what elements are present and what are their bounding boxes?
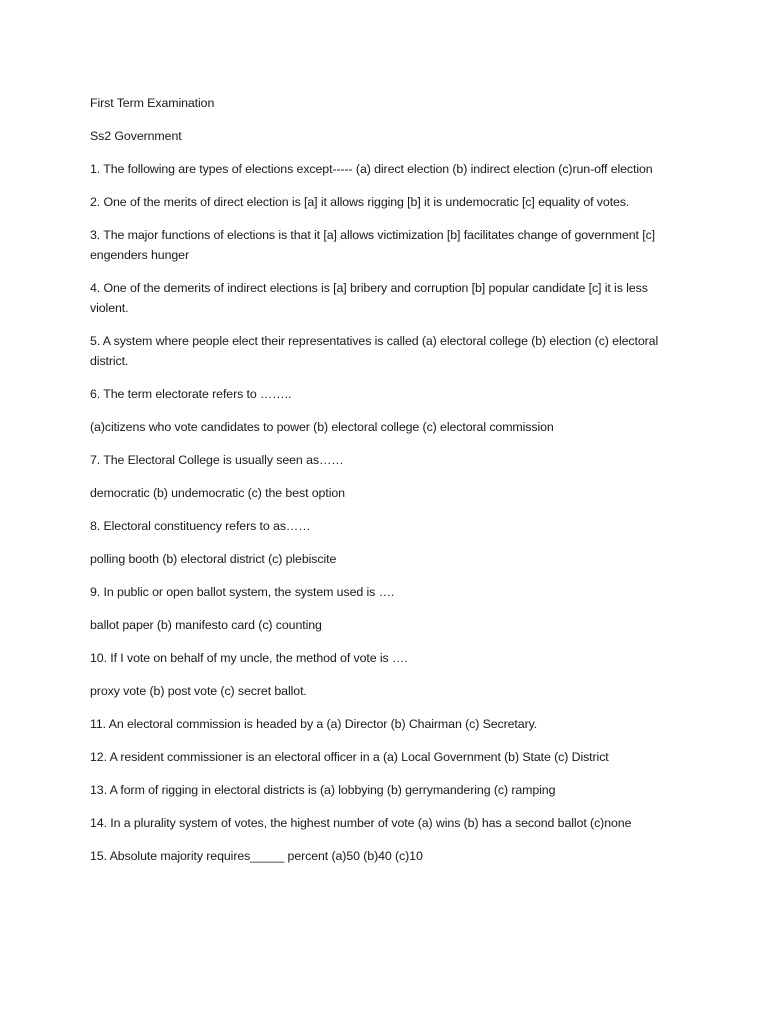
question-10-options: proxy vote (b) post vote (c) secret ballot. [90,684,307,698]
question-8-options: polling booth (b) electoral district (c) plebiscite [90,552,337,566]
question-9: 9. In public or open ballot system, the system used is …. [90,585,395,599]
exam-subject: Ss2 Government [90,129,182,143]
question-12: 12. A resident commissioner is an electoral officer in a (a) Local Government (b) State (c) District [90,750,609,764]
question-14: 14. In a plurality system of votes, the highest number of vote (a) wins (b) has a second ballot (c)none [90,816,632,830]
question-6-options: (a)citizens who vote candidates to power (b) electoral college (c) electoral commission [90,420,554,434]
exam-title: First Term Examination [90,96,215,110]
question-7: 7. The Electoral College is usually seen as…… [90,453,344,467]
question-3: 3. The major functions of elections is that it [a] allows victimization [b] facilitates change of government [c] engenders hunger [90,228,656,262]
question-2: 2. One of the merits of direct election is [a] it allows rigging [b] it is undemocratic [c] equality of votes. [90,195,630,209]
question-8: 8. Electoral constituency refers to as…… [90,519,311,533]
question-7-options: democratic (b) undemocratic (c) the best option [90,486,345,500]
question-15: 15. Absolute majority requires_____ percent (a)50 (b)40 (c)10 [90,849,423,863]
question-9-options: ballot paper (b) manifesto card (c) counting [90,618,322,632]
question-13: 13. A form of rigging in electoral districts is (a) lobbying (b) gerrymandering (c) ramping [90,783,556,797]
question-4: 4. One of the demerits of indirect elections is [a] bribery and corruption [b] popular candidate [c] it is less violent. [90,281,648,315]
document-body [90,93,680,879]
question-1: 1. The following are types of elections except----- (a) direct election (b) indirect election (c)run-off election [90,162,653,176]
question-10: 10. If I vote on behalf of my uncle, the method of vote is …. [90,651,408,665]
question-11: 11. An electoral commission is headed by a (a) Director (b) Chairman (c) Secretary. [90,717,538,731]
question-5: 5. A system where people elect their representatives is called (a) electoral college (b) election (c) electoral district. [90,334,659,368]
question-6: 6. The term electorate refers to …….. [90,387,292,401]
